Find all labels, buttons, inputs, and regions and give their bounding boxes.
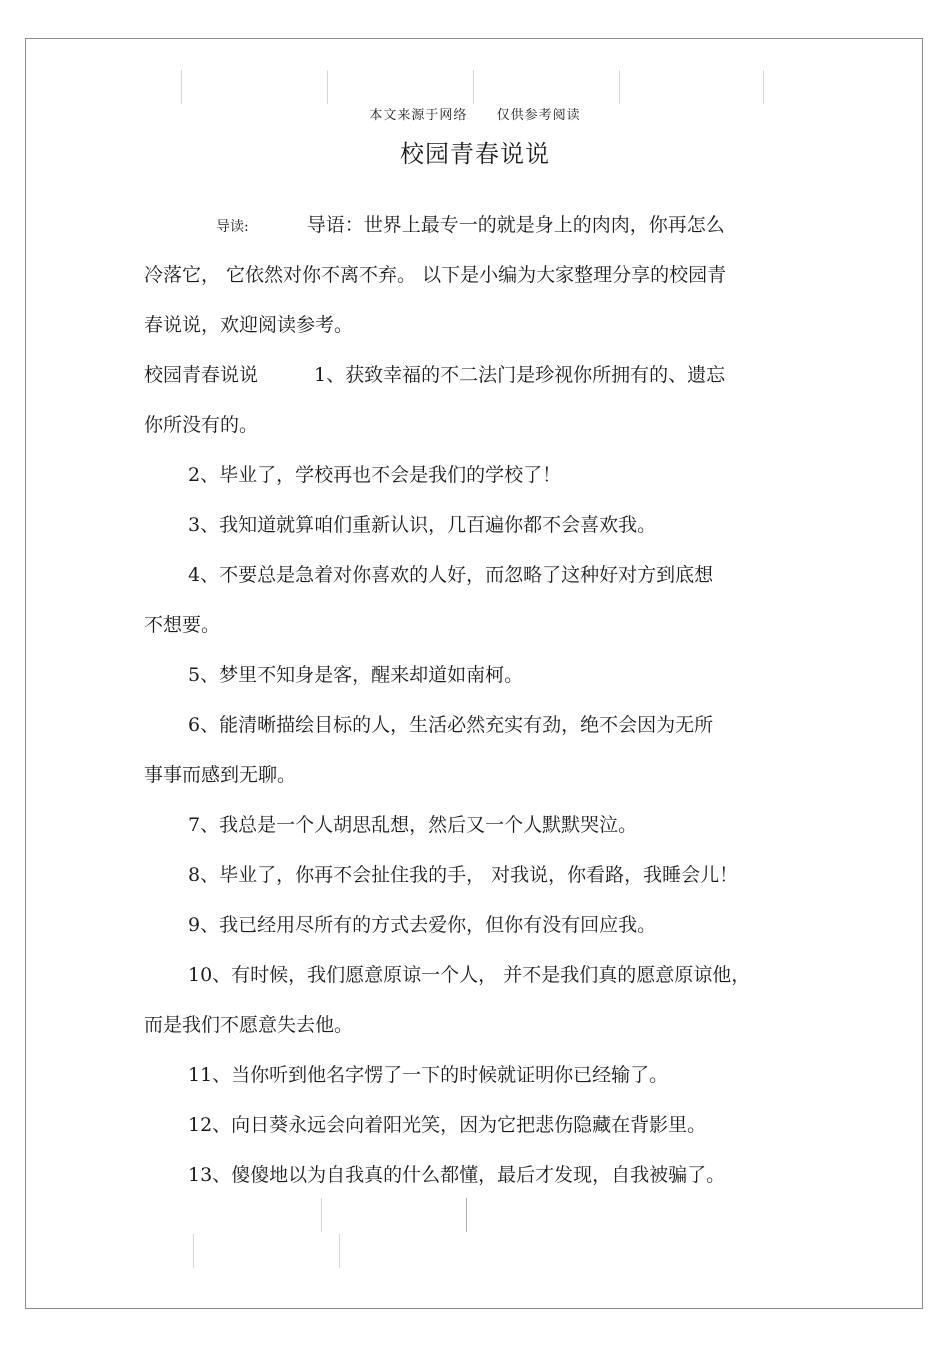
- item-11: 11、当你听到他名字愣了一下的时候就证明你已经输了。: [188, 1064, 669, 1086]
- item-4-continued: 不想要。: [144, 614, 221, 636]
- bottom-tick-3: [193, 1234, 194, 1268]
- item-9: 9、我已经用尽所有的方式去爱你，但你有没有回应我。: [188, 914, 657, 936]
- section-line-1: [144, 350, 794, 400]
- document-body: [144, 200, 794, 1200]
- item-6-continued: 事事而感到无聊。: [144, 764, 297, 786]
- bottom-tick-1: [321, 1198, 322, 1232]
- top-tick-2: [327, 70, 328, 104]
- source-note: [0, 104, 950, 123]
- intro-line-1: [144, 200, 794, 250]
- document-title: 校园青春说说: [400, 140, 550, 168]
- bottom-tick-4: [339, 1234, 340, 1268]
- item-4: 4、不要总是急着对你喜欢的人好，而忽略了这种好对方到底想: [188, 564, 714, 586]
- item-8: 8、毕业了，你再不会扯住我的手， 对我说，你看路，我睡会儿！: [188, 864, 739, 886]
- item-3: 3、我知道就算咱们重新认识，几百遍你都不会喜欢我。: [188, 514, 657, 536]
- section-heading: 校园青春说说: [144, 364, 259, 386]
- top-tick-1: [181, 70, 182, 104]
- source-note-right: 仅供参考阅读: [496, 108, 581, 123]
- top-tick-3: [473, 70, 474, 104]
- item-7: 7、我总是一个人胡思乱想，然后又一个人默默哭泣。: [188, 814, 638, 836]
- source-note-left: 本文来源于网络: [369, 108, 468, 123]
- item-6: 6、能清晰描绘目标的人，生活必然充实有劲，绝不会因为无所: [188, 714, 714, 736]
- intro-text-1: 导语：世界上最专一的就是身上的肉肉，你再怎么: [306, 214, 725, 236]
- item-10: 10、有时候，我们愿意原谅一个人， 并不是我们真的愿意原谅他，: [188, 964, 751, 986]
- item-1-continued: 你所没有的。: [144, 414, 259, 436]
- intro-line-3: 春说说，欢迎阅读参考。: [144, 314, 354, 336]
- top-tick-4: [619, 70, 620, 104]
- top-tick-5: [763, 70, 764, 104]
- item-10-continued: 而是我们不愿意失去他。: [144, 1014, 354, 1036]
- item-5: 5、梦里不知身是客，醒来却道如南柯。: [188, 664, 524, 686]
- item-1-text: 1、获致幸福的不二法门是珍视你所拥有的、遗忘: [314, 364, 726, 386]
- intro-line-2: 冷落它， 它依然对你不离不弃。 以下是小编为大家整理分享的校园青: [144, 264, 727, 286]
- item-13: 13、傻傻地以为自我真的什么都懂，最后才发现，自我被骗了。: [188, 1164, 726, 1186]
- intro-label: 导读:: [216, 219, 249, 235]
- item-12: 12、向日葵永远会向着阳光笑，因为它把悲伤隐藏在背影里。: [188, 1114, 707, 1136]
- item-2: 2、毕业了，学校再也不会是我们的学校了！: [188, 464, 562, 486]
- bottom-tick-2: [466, 1198, 467, 1232]
